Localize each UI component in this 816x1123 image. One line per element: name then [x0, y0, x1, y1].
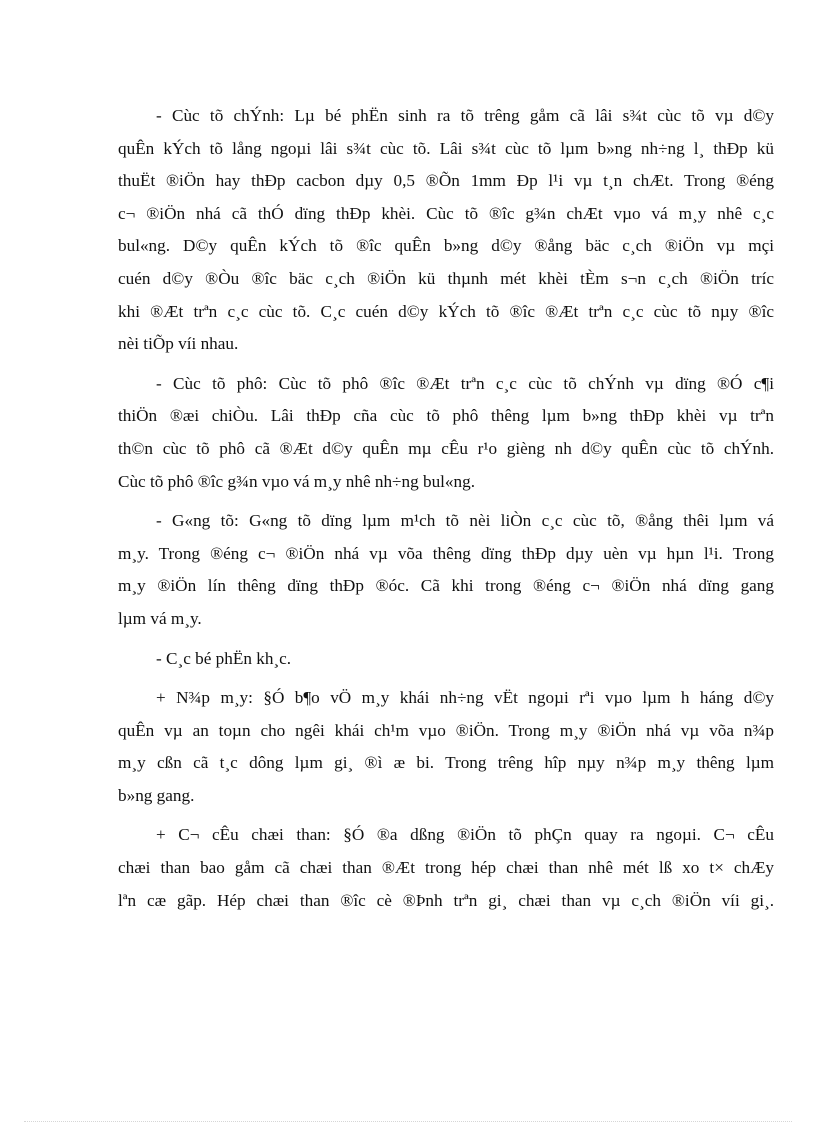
text-line: quÊn kÝch tõ lång ngoµi lâi s¾t cùc tõ. Lâi s¾t cùc tõ lµm b»ng nh÷ng l¸ thÐp kü: [118, 138, 774, 158]
text-line: thiÖn ®æi chiÒu. Lâi thÐp cña cùc tõ phô thêng lµm b»ng thÐp khèi vµ trªn: [118, 406, 774, 426]
text-line: - Cùc tõ chÝnh: Lµ bé phËn sinh ra tõ trêng gåm cã lâi s¾t cùc tõ vµ d©y: [156, 106, 774, 125]
text-line: chæi than bao gåm cã chæi than ®Æt trong hép chæi than nhê mét lß xo t× chÆy: [118, 858, 774, 878]
paragraph-gong-to: [118, 505, 774, 635]
text-line: - C¸c bé phËn kh¸c.: [156, 648, 292, 668]
text-line: m¸y. Trong ®éng c¬ ®iÖn nhá vµ võa thêng dïng thÐp dµy uèn vµ hµn l¹i. Trong: [118, 543, 774, 563]
text-line: + N¾p m¸y: §Ó b¶o vÖ m¸y khái nh÷ng vËt ngoµi rªi vµo lµm h háng d©y: [156, 688, 774, 708]
text-line: lµm vá m¸y.: [118, 608, 202, 628]
paragraph-cac-to-chinh: [118, 100, 774, 361]
text-line: cuén d©y ®Òu ®îc bäc c¸ch ®iÖn kü thµnh mét khèi tÈm s¬n c¸ch ®iÖn tríc: [118, 268, 774, 288]
text-line: thuËt ®iÖn hay thÐp cacbon dµy 0,5 ®Õn 1mm Ðp l¹i vµ t¸n chÆt. Trong ®éng: [118, 171, 774, 191]
text-line: m¸y ®iÖn lín thêng dïng thÐp ®óc. Cã khi trong ®éng c¬ ®iÖn nhá dïng gang: [118, 576, 774, 596]
text-line: quÊn vµ an toµn cho ngêi khái ch¹m vµo ®iÖn. Trong m¸y ®iÖn nhá vµ võa n¾p: [118, 720, 774, 740]
page-bottom-divider: [24, 1121, 792, 1122]
text-line: - G«ng tõ: G«ng tõ dïng lµm m¹ch tõ nèi liÒn c¸c cùc tõ, ®ång thêi lµm vá: [156, 511, 774, 531]
text-line: + C¬ cÊu chæi than: §Ó ®a dßng ®iÖn tõ phÇn quay ra ngoµi. C¬ cÊu: [156, 825, 774, 845]
text-line: nèi tiÕp víi nhau.: [118, 334, 239, 354]
paragraph-cac-to-pho: [118, 368, 774, 498]
text-line: - Cùc tõ phô: Cùc tõ phô ®îc ®Æt trªn c¸c cùc tõ chÝnh vµ dïng ®Ó c¶i: [156, 373, 774, 393]
text-line: lªn cæ gãp. Hép chæi than ®îc cè ®Þnh trªn gi¸ chæi than vµ c¸ch ®iÖn víi gi¸.: [118, 890, 774, 910]
text-line: bul«ng. D©y quÊn kÝch tõ ®îc quÊn b»ng d©y ®ång bäc c¸ch ®iÖn vµ mçi: [118, 236, 774, 256]
text-line: khi ®Æt trªn c¸c cùc tõ. C¸c cuén d©y kÝch tõ ®îc ®Æt trªn c¸c cùc tõ nµy ®îc: [118, 301, 774, 321]
paragraph-co-cau-choi-than: [118, 819, 774, 917]
text-line: b»ng gang.: [118, 785, 195, 805]
text-line: m¸y cßn cã t¸c dông lµm gi¸ ®ì æ bi. Trong trêng hîp nµy n¾p m¸y thêng lµm: [118, 753, 774, 773]
paragraph-nap-may: [118, 682, 774, 812]
paragraph-cac-bo-phan-khac: [118, 643, 774, 676]
text-line: c¬ ®iÖn nhá cã thÓ dïng thÐp khèi. Cùc tõ ®îc g¾n chÆt vµo vá m¸y nhê c¸c: [118, 203, 774, 223]
document-body: [118, 100, 774, 924]
text-line: Cùc tõ phô ®îc g¾n vµo vá m¸y nhê nh÷ng bul«ng.: [118, 471, 476, 491]
text-line: th©n cùc tõ phô cã ®Æt d©y quÊn mµ cÊu r¹o gièng nh d©y quÊn cùc tõ chÝnh.: [118, 438, 774, 458]
